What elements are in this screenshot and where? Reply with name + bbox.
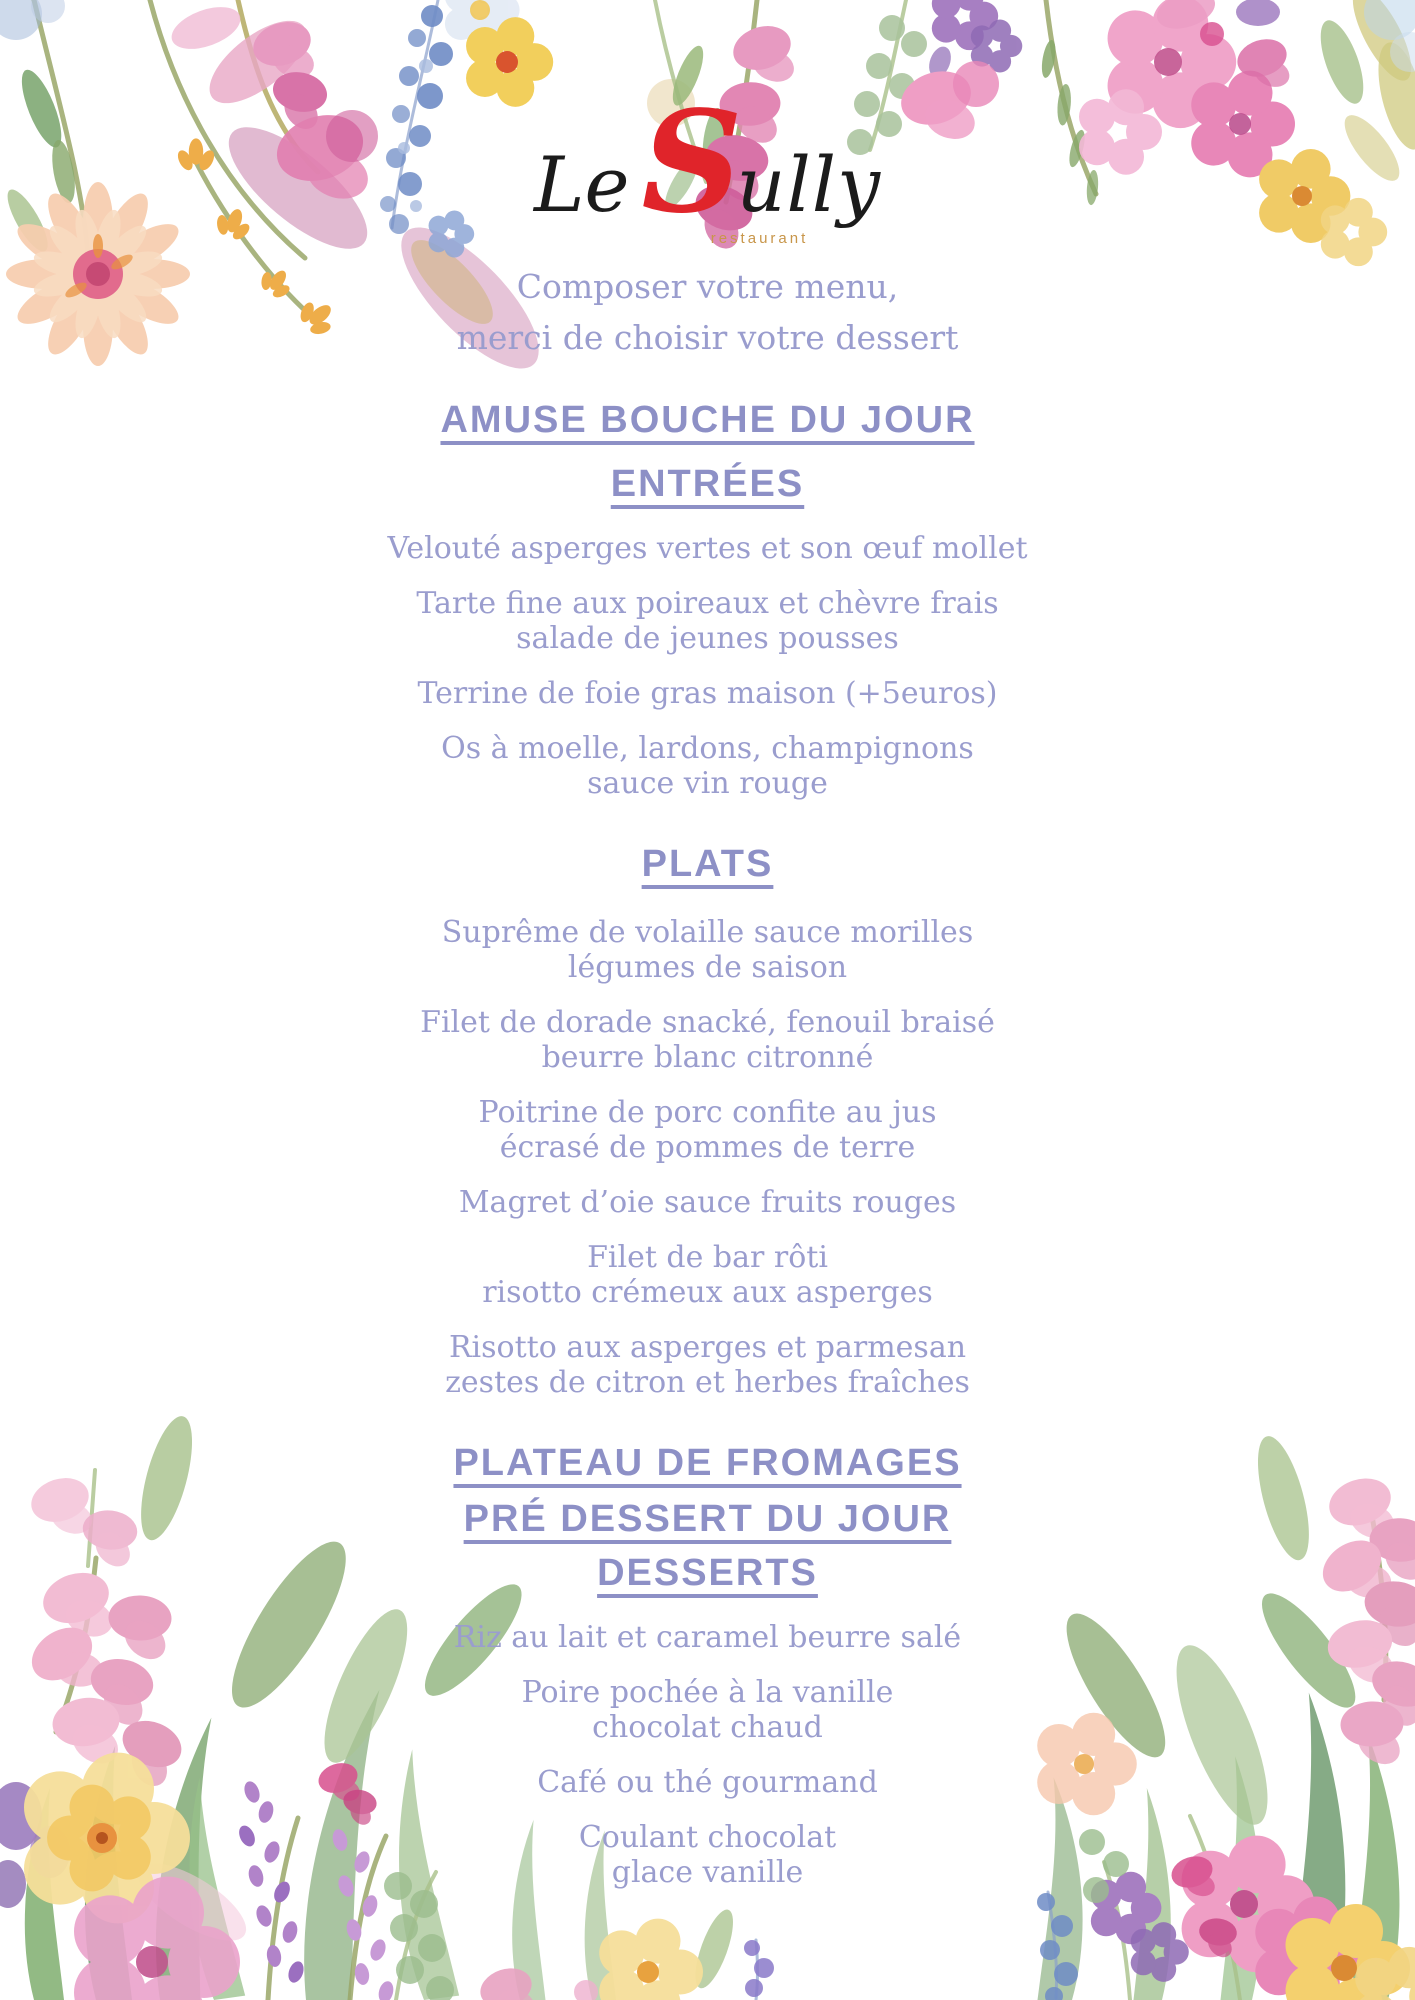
menu-item-coulant-chocolat bbox=[0, 1820, 1415, 1890]
logo-text-s: S bbox=[641, 81, 743, 245]
menu-item-line: beurre blanc citronné bbox=[541, 1040, 874, 1076]
menu-item-line: zestes de citron et herbes fraîches bbox=[445, 1365, 970, 1401]
heading-amuse-bouche: AMUSE BOUCHE DU JOUR bbox=[440, 399, 975, 442]
menu-item-risotto bbox=[0, 1330, 1415, 1400]
menu-item-line: Poitrine de porc confite au jus bbox=[478, 1095, 937, 1131]
menu-item-line: salade de jeunes pousses bbox=[516, 621, 899, 657]
menu-item-os-a-moelle bbox=[0, 731, 1415, 801]
heading-desserts: DESSERTS bbox=[597, 1552, 818, 1595]
menu-item-line: sauce vin rouge bbox=[587, 766, 828, 802]
menu-item-veloute bbox=[0, 531, 1415, 566]
restaurant-logo bbox=[533, 81, 882, 247]
intro-line-2: merci de choisir votre dessert bbox=[456, 318, 959, 358]
menu-item-line: chocolat chaud bbox=[592, 1710, 823, 1746]
menu-item-tarte-fine bbox=[0, 586, 1415, 656]
heading-plats: PLATS bbox=[641, 843, 774, 886]
menu-item-supreme-volaille bbox=[0, 915, 1415, 985]
menu-item-line: Suprême de volaille sauce morilles bbox=[441, 915, 974, 951]
menu-item-filet-bar bbox=[0, 1240, 1415, 1310]
logo-text-ully: ully bbox=[736, 140, 882, 229]
menu-item-line: Terrine de foie gras maison (+5euros) bbox=[417, 676, 998, 712]
menu-item-magret-oie bbox=[0, 1185, 1415, 1220]
menu-item-riz-au-lait bbox=[0, 1620, 1415, 1655]
heading-entrees: ENTRÉES bbox=[610, 463, 805, 506]
menu-item-line: Velouté asperges vertes et son œuf mollet bbox=[387, 531, 1028, 567]
menu-item-terrine bbox=[0, 676, 1415, 711]
menu-item-line: Riz au lait et caramel beurre salé bbox=[453, 1620, 962, 1656]
menu-item-line: Risotto aux asperges et parmesan bbox=[448, 1330, 967, 1366]
menu-item-line: Coulant chocolat bbox=[578, 1820, 837, 1856]
logo-text-le: Le bbox=[533, 140, 630, 229]
menu-item-cafe-gourmand bbox=[0, 1765, 1415, 1800]
menu-item-line: glace vanille bbox=[611, 1855, 804, 1891]
menu-item-line: Filet de bar rôti bbox=[587, 1240, 828, 1276]
menu-item-line: Café ou thé gourmand bbox=[537, 1765, 878, 1801]
menu-item-dorade bbox=[0, 1005, 1415, 1075]
menu-item-line: risotto crémeux aux asperges bbox=[482, 1275, 933, 1311]
heading-pre-dessert: PRÉ DESSERT DU JOUR bbox=[463, 1498, 952, 1541]
intro-line-1: Composer votre menu, bbox=[516, 267, 899, 306]
menu-item-poire-pochee bbox=[0, 1675, 1415, 1745]
menu-item-line: Poire pochée à la vanille bbox=[521, 1675, 894, 1711]
menu-item-line: Tarte fine aux poireaux et chèvre frais bbox=[416, 586, 999, 622]
heading-plateau-fromages: PLATEAU DE FROMAGES bbox=[453, 1442, 962, 1485]
menu-item-line: légumes de saison bbox=[567, 950, 848, 986]
menu-item-line: Os à moelle, lardons, champignons bbox=[441, 731, 974, 767]
menu-item-line: Magret d’oie sauce fruits rouges bbox=[458, 1185, 957, 1221]
menu-item-poitrine-porc bbox=[0, 1095, 1415, 1165]
logo-subtitle: restaurant bbox=[710, 230, 809, 247]
menu-item-line: écrasé de pommes de terre bbox=[499, 1130, 916, 1166]
intro-text bbox=[0, 261, 1415, 363]
menu-item-line: Filet de dorade snacké, fenouil braisé bbox=[420, 1005, 995, 1041]
